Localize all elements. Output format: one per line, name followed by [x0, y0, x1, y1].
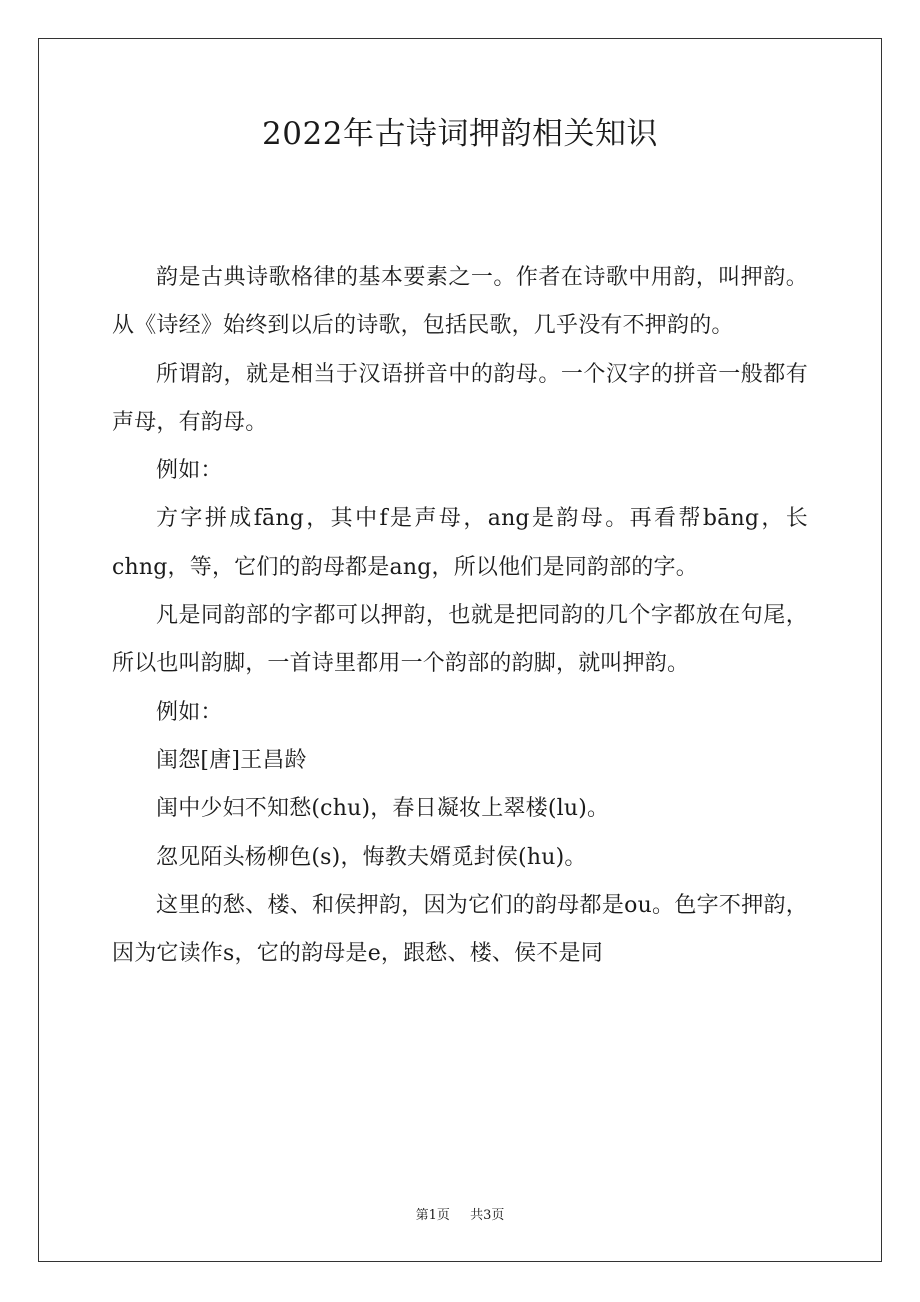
poem-line: 忽见陌头杨柳色(s)，悔教夫婿觅封侯(hu)。 [156, 844, 587, 870]
paragraph: 例如： [156, 458, 223, 484]
poem-title: 闺怨[唐]王昌龄 [156, 747, 307, 773]
paragraph: 这里的愁、楼、和侯押韵，因为它们的韵母都是ou。色字不押韵，因为它读作s，它的韵母是e，跟愁、楼、侯不是同 [112, 892, 808, 967]
document-title: 2022年古诗词押韵相关知识 [262, 116, 658, 152]
page-number: 第1页 [415, 1208, 450, 1223]
paragraph: 所谓韵，就是相当于汉语拼音中的韵母。一个汉字的拼音一般都有声母，有韵母。 [112, 361, 808, 435]
document-body [112, 254, 808, 978]
paragraph: 凡是同韵部的字都可以押韵，也就是把同韵的几个字都放在句尾，所以也叫韵脚，一首诗里都用一个韵部的韵脚，就叫押韵。 [112, 603, 808, 677]
paragraph: 方字拼成fāng，其中f是声母，ang是韵母。再看帮bāng，长chng，等，它们的韵母都是ang，所以他们是同韵部的字。 [112, 506, 808, 580]
paragraph: 韵是古典诗歌格律的基本要素之一。作者在诗歌中用韵，叫押韵。从《诗经》始终到以后的诗歌，包括民歌，几乎没有不押韵的。 [112, 265, 808, 339]
page-total: 共3页 [470, 1208, 505, 1223]
page-footer [0, 1207, 920, 1225]
paragraph: 例如： [156, 699, 223, 725]
poem-line: 闺中少妇不知愁(chu)，春日凝妆上翠楼(lu)。 [156, 796, 610, 822]
